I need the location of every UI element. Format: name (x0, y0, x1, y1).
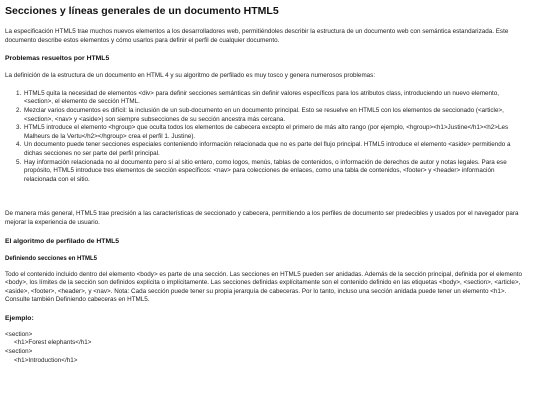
code-line: <section> (5, 330, 33, 338)
defining-sections-subheading: Definiendo secciones en HTML5 (5, 255, 98, 262)
problems-intro: La definición de la estructura de un documento en HTML 4 y su algoritmo de perfilado es muy tosco y genera numerosos problemas: (5, 72, 376, 80)
list-item: 3. HTML5 introduce el elemento <hgroup> que oculta todos los elementos de cabecera excepto el primero de más alto rango (por ejemplo, <hgroup><h1>Justine</h1><h2>Les Malheurs de la Vertu</h2></hgroup> crea el perfil 1. Justine). (23, 124, 525, 141)
algorithm-paragraph: Todo el contenido incluido dentro del elemento <body> es parte de una sección. Las secciones en HTML5 pueden ser anidadas. Además de la sección principal, definida por el elemento <body>, los límites de la sección son definidos explícita o implícitamente. Las secciones definidas explícitamente son el contenido definido en las etiquetas <body>, <section>, <article>, <aside>, <footer>, <header>, y <nav>. Nota: Cada sección puede tener su propia jerarquía de cabeceras. Por lo tanto, incluso una sección anidada puede tener un elemento <h1>. Consulte también Definiendo cabeceras en HTML5. (5, 270, 523, 304)
list-item: 4. Un documento puede tener secciones especiales conteniendo información relacionada que no es parte del flujo principal. HTML5 introduce el elemento <aside> permitiendo a dichas secciones no ser parte del perfil principal. (23, 141, 525, 158)
page-title: Secciones y líneas generales de un documento HTML5 (5, 5, 279, 17)
code-line: <h1>Introduction</h1> (14, 356, 78, 364)
list-item: 5. Hay información relacionada no al documento pero sí al sitio entero, como logos, menús, tablas de contenidos, o información de derechos de autor y notas legales. Para ese propósito, HTML5 introduce tres elementos de sección específicos: <nav> para colecciones de enlaces, como una tabla de contenidos, <footer> y <header> información relacionada con el sitio. (23, 159, 525, 185)
problems-list (5, 90, 525, 185)
section-spacer (5, 193, 525, 210)
list-item: 1. HTML5 quita la necesidad de elementos <div> para definir secciones semánticas sin definir valores específicos para los atributos class, introduciendo un nuevo elemento, <section>, el elemento de sección HTML. (23, 90, 525, 107)
code-line: <section> (5, 348, 33, 356)
code-line: <h1>Forest elephants</h1> (14, 339, 92, 347)
problems-heading: Problemas resueltos por HTML5 (5, 55, 110, 63)
problems-conclusion: De manera más general, HTML5 trae precisión a las características de seccionado y cabecera, permitiendo a los perfiles de documento ser predecibles y usados por el navegador para mejorar la experiencia de usuario. (5, 210, 519, 226)
example-label: Ejemplo: (5, 314, 34, 322)
code-example (5, 331, 525, 365)
intro-paragraph: La especificación HTML5 trae muchos nuevos elementos a los desarrolladores web, permitiéndoles describir la estructura de un documento web con semántica estandarizada. Este documento describe estos elementos y cómo usarlos para definir el perfil de cualquier documento. (5, 28, 509, 44)
list-item: 2. Mezclar varios documentos es difícil: la inclusión de un sub-documento en un documento principal. Esto se resuelve en HTML5 con los elementos de seccionado (<article>, <section>, <nav> y <aside>) son siempre subsecciones de su sección ancestra más cercana. (23, 107, 525, 124)
algorithm-heading: El algoritmo de perfilado de HTML5 (5, 237, 120, 245)
